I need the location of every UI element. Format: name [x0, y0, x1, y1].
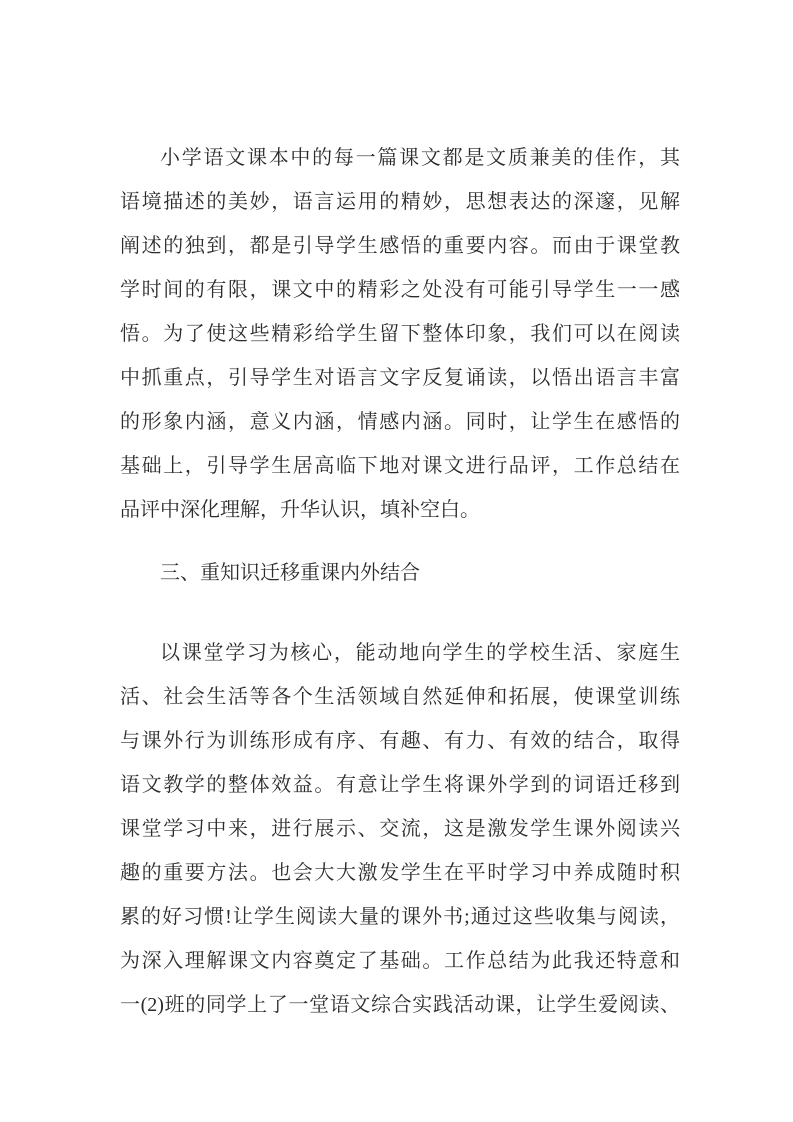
text-line: 以课堂学习为核心，能动地向学生的学校生活、家庭生	[160, 642, 680, 664]
text-line: 阐述的独到，都是引导学生感悟的重要内容。而由于课堂教	[120, 235, 680, 257]
text-line: 与课外行为训练形成有序、有趣、有力、有效的结合，取得	[120, 730, 680, 752]
text-line: 小学语文课本中的每一篇课文都是文质兼美的佳作，其	[160, 147, 680, 169]
text-line: 课堂学习中来，进行展示、交流，这是激发学生课外阅读兴	[120, 818, 680, 840]
text-line: 品评中深化理解，升华认识，填补空白。	[120, 499, 480, 521]
document-content	[120, 136, 680, 1027]
text-line: 活、社会生活等各个生活领域自然延伸和拓展，使课堂训练	[120, 686, 680, 708]
text-line: 一(2)班的同学上了一堂语文综合实践活动课，让学生爱阅读、	[120, 994, 680, 1016]
text-line: 学时间的有限，课文中的精彩之处没有可能引导学生一一感	[120, 279, 680, 301]
text-line: 语文教学的整体效益。有意让学生将课外学到的词语迁移到	[120, 774, 680, 796]
text-line: 趣的重要方法。也会大大激发学生在平时学习中养成随时积	[120, 862, 680, 884]
text-line: 悟。为了使这些精彩给学生留下整体印象，我们可以在阅读	[120, 323, 680, 345]
text-line: 语境描述的美妙，语言运用的精妙，思想表达的深邃，见解	[120, 191, 680, 213]
paragraph-reading-appreciation	[120, 136, 680, 532]
text-line: 中抓重点，引导学生对语言文字反复诵读，以悟出语言丰富	[120, 367, 680, 389]
text-line: 的形象内涵，意义内涵，情感内涵。同时，让学生在感悟的	[120, 411, 680, 433]
text-line: 基础上，引导学生居高临下地对课文进行品评，工作总结在	[120, 455, 680, 477]
paragraph-knowledge-transfer	[120, 631, 680, 1027]
section-heading: 三、重知识迁移重课内外结合	[160, 562, 420, 584]
text-line: 为深入理解课文内容奠定了基础。工作总结为此我还特意和	[120, 950, 680, 972]
text-line: 累的好习惯!让学生阅读大量的课外书;通过这些收集与阅读，	[120, 906, 680, 928]
